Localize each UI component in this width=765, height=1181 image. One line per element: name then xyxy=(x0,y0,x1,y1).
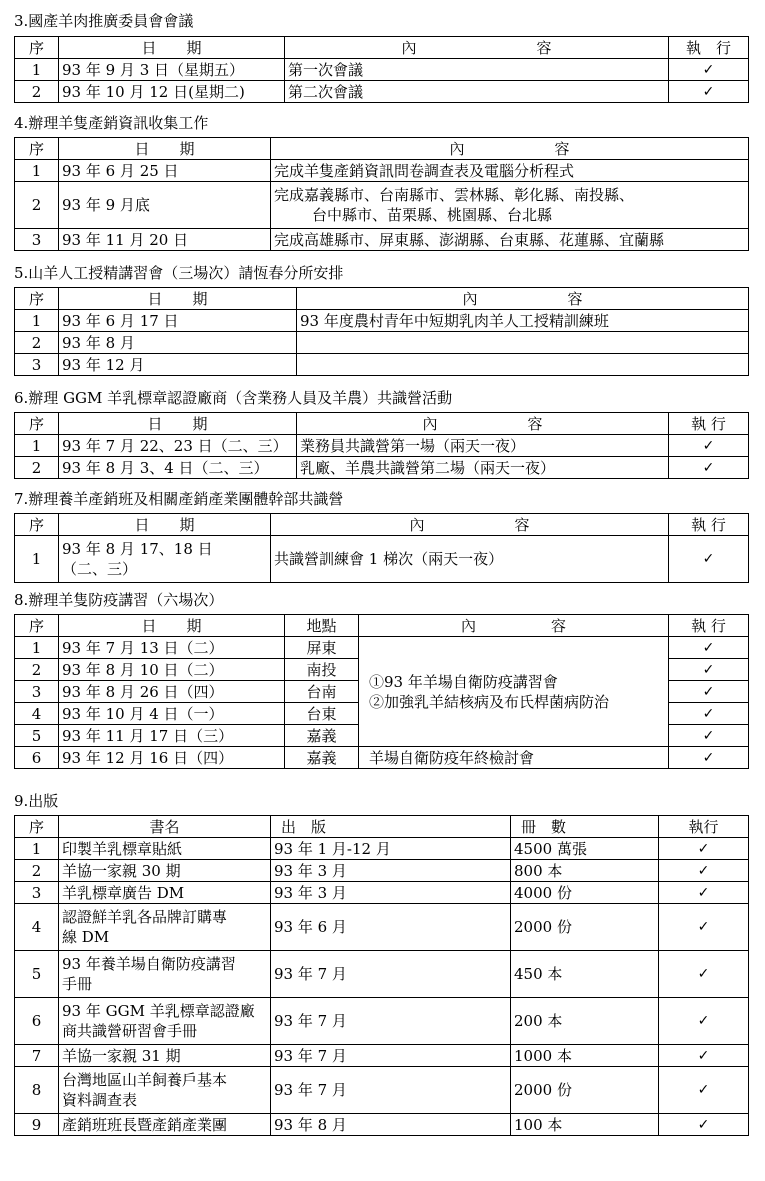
table-row xyxy=(15,435,749,457)
row-date: 93 年 8 月 26 日（四） xyxy=(59,681,285,703)
header-date: 日 期 xyxy=(59,413,297,435)
table-header-row xyxy=(15,288,749,310)
header-content: 內 容 xyxy=(297,413,669,435)
row-no: 1 xyxy=(15,160,59,182)
row-pub: 93 年 7 月 xyxy=(271,1067,511,1114)
row-qty: 4500 萬張 xyxy=(511,838,659,860)
row-content: 乳廠、羊農共識營第二場（兩天一夜） xyxy=(297,457,669,479)
check-icon: ✓ xyxy=(669,435,749,457)
check-icon: ✓ xyxy=(669,59,749,81)
header-content: 內 容 xyxy=(297,288,749,310)
row-content: 第二次會議 xyxy=(285,81,669,103)
table-row xyxy=(15,182,749,229)
row-no: 4 xyxy=(15,904,59,951)
row-no: 1 xyxy=(15,536,59,583)
row-name: 產銷班班長暨產銷產業團 xyxy=(59,1114,271,1136)
header-content: 內 容 xyxy=(359,615,669,637)
row-name: 羊協一家親 30 期 xyxy=(59,860,271,882)
header-done: 執 行 xyxy=(669,37,749,59)
row-place: 屏東 xyxy=(285,637,359,659)
row-content: 第一次會議 xyxy=(285,59,669,81)
row-name xyxy=(59,1067,271,1114)
merged-content-line-2: ②加強乳羊結核病及布氏桿菌病防治 xyxy=(369,692,610,711)
section-5-title: 5.山羊人工授精講習會（三場次）請恆春分所安排 xyxy=(14,264,344,282)
row-no: 1 xyxy=(15,310,59,332)
row-name: 羊協一家親 31 期 xyxy=(59,1045,271,1067)
row-date: 93 年 10 月 12 日(星期二) xyxy=(59,81,285,103)
merged-content-line-1: ①93 年羊場自衛防疫講習會 xyxy=(369,672,558,691)
row-content: 業務員共識營第一場（兩天一夜） xyxy=(297,435,669,457)
row-qty: 100 本 xyxy=(511,1114,659,1136)
row-name-line-1: 93 年 GGM 羊乳標章認證廠 xyxy=(62,1002,255,1020)
row-place: 南投 xyxy=(285,659,359,681)
check-icon: ✓ xyxy=(669,703,749,725)
row-qty: 2000 份 xyxy=(511,904,659,951)
check-icon: ✓ xyxy=(669,681,749,703)
row-no: 2 xyxy=(15,659,59,681)
table-row xyxy=(15,1045,749,1067)
row-no: 3 xyxy=(15,882,59,904)
row-date: 93 年 6 月 17 日 xyxy=(59,310,297,332)
table-row xyxy=(15,747,749,769)
row-date-line-1: 93 年 8 月 17、18 日 xyxy=(62,540,213,558)
row-no: 2 xyxy=(15,457,59,479)
row-qty: 2000 份 xyxy=(511,1067,659,1114)
header-no: 序 xyxy=(15,37,59,59)
row-name-line-2: 商共識營研習會手冊 xyxy=(62,1022,198,1040)
row-pub: 93 年 7 月 xyxy=(271,1045,511,1067)
row-no: 2 xyxy=(15,860,59,882)
row-no: 1 xyxy=(15,435,59,457)
header-date: 日 期 xyxy=(59,288,297,310)
check-icon: ✓ xyxy=(669,725,749,747)
check-icon: ✓ xyxy=(669,457,749,479)
header-done: 執 行 xyxy=(669,514,749,536)
section-8-table xyxy=(14,614,749,769)
header-done: 執 行 xyxy=(669,413,749,435)
check-icon: ✓ xyxy=(659,951,749,998)
row-pub: 93 年 7 月 xyxy=(271,998,511,1045)
header-content: 內 容 xyxy=(271,514,669,536)
header-content: 內 容 xyxy=(285,37,669,59)
header-date: 日 期 xyxy=(59,37,285,59)
check-icon: ✓ xyxy=(659,882,749,904)
row-content: 完成羊隻產銷資訊問卷調查表及電腦分析程式 xyxy=(271,160,749,182)
row-place: 嘉義 xyxy=(285,725,359,747)
check-icon: ✓ xyxy=(669,659,749,681)
row-content: 完成高雄縣市、屏東縣、澎湖縣、台東縣、花蓮縣、宜蘭縣 xyxy=(271,229,749,251)
header-no: 序 xyxy=(15,138,59,160)
row-date: 93 年 11 月 17 日（三） xyxy=(59,725,285,747)
header-qty: 冊 數 xyxy=(511,816,659,838)
row-no: 9 xyxy=(15,1114,59,1136)
check-icon: ✓ xyxy=(659,838,749,860)
table-row xyxy=(15,860,749,882)
row-name: 印製羊乳標章貼紙 xyxy=(59,838,271,860)
header-no: 序 xyxy=(15,413,59,435)
row-pub: 93 年 3 月 xyxy=(271,882,511,904)
row-no: 3 xyxy=(15,354,59,376)
row-date-line-2: （二、三） xyxy=(62,560,138,578)
table-row xyxy=(15,904,749,951)
row-date: 93 年 9 月 3 日（星期五） xyxy=(59,59,285,81)
row-no: 5 xyxy=(15,951,59,998)
check-icon: ✓ xyxy=(659,904,749,951)
row-qty: 800 本 xyxy=(511,860,659,882)
table-row xyxy=(15,882,749,904)
table-row xyxy=(15,59,749,81)
row-content-line-1: 完成嘉義縣市、台南縣市、雲林縣、彰化縣、南投縣、 xyxy=(274,186,635,204)
header-date: 日 期 xyxy=(59,615,285,637)
row-content-merged xyxy=(359,637,669,747)
check-icon: ✓ xyxy=(669,536,749,583)
table-row xyxy=(15,1114,749,1136)
check-icon: ✓ xyxy=(659,1067,749,1114)
row-date: 93 年 9 月底 xyxy=(59,182,271,229)
row-no: 2 xyxy=(15,332,59,354)
row-place: 嘉義 xyxy=(285,747,359,769)
row-no: 1 xyxy=(15,838,59,860)
row-date xyxy=(59,536,271,583)
row-name-line-2: 線 DM xyxy=(62,928,110,946)
section-4-title: 4.辦理羊隻產銷資訊收集工作 xyxy=(14,114,209,132)
row-content: 羊場自衛防疫年終檢討會 xyxy=(359,747,669,769)
table-header-row xyxy=(15,413,749,435)
row-no: 1 xyxy=(15,637,59,659)
row-content xyxy=(297,354,749,376)
row-no: 7 xyxy=(15,1045,59,1067)
row-no: 4 xyxy=(15,703,59,725)
row-date: 93 年 12 月 xyxy=(59,354,297,376)
row-qty: 200 本 xyxy=(511,998,659,1045)
row-date: 93 年 10 月 4 日（一） xyxy=(59,703,285,725)
row-qty: 1000 本 xyxy=(511,1045,659,1067)
section-3-table xyxy=(14,36,749,103)
table-header-row xyxy=(15,138,749,160)
row-date: 93 年 8 月 xyxy=(59,332,297,354)
section-9-title: 9.出版 xyxy=(14,792,59,810)
row-name xyxy=(59,904,271,951)
section-7-title: 7.辦理養羊產銷班及相關產銷產業團體幹部共識營 xyxy=(14,490,344,508)
header-no: 序 xyxy=(15,615,59,637)
row-pub: 93 年 7 月 xyxy=(271,951,511,998)
row-pub: 93 年 1 月-12 月 xyxy=(271,838,511,860)
table-row xyxy=(15,81,749,103)
row-no: 2 xyxy=(15,182,59,229)
header-date: 日 期 xyxy=(59,138,271,160)
row-name-line-1: 台灣地區山羊飼養戶基本 xyxy=(62,1071,228,1089)
table-row xyxy=(15,457,749,479)
header-done: 執 行 xyxy=(669,615,749,637)
row-content xyxy=(271,182,749,229)
row-date: 93 年 6 月 25 日 xyxy=(59,160,271,182)
row-no: 2 xyxy=(15,81,59,103)
row-no: 6 xyxy=(15,747,59,769)
row-qty: 4000 份 xyxy=(511,882,659,904)
table-row xyxy=(15,951,749,998)
table-header-row xyxy=(15,615,749,637)
check-icon: ✓ xyxy=(669,637,749,659)
row-name-line-1: 93 年養羊場自衛防疫講習 xyxy=(62,955,236,973)
check-icon: ✓ xyxy=(659,1114,749,1136)
row-date: 93 年 7 月 22、23 日（二、三） xyxy=(59,435,297,457)
section-9-table xyxy=(14,815,749,1136)
header-pub: 出 版 xyxy=(271,816,511,838)
row-content xyxy=(297,332,749,354)
header-no: 序 xyxy=(15,514,59,536)
row-no: 5 xyxy=(15,725,59,747)
table-row xyxy=(15,637,749,659)
table-row xyxy=(15,332,749,354)
table-header-row xyxy=(15,816,749,838)
table-row xyxy=(15,536,749,583)
row-name-line-1: 認證鮮羊乳各品牌訂購專 xyxy=(62,908,228,926)
row-pub: 93 年 8 月 xyxy=(271,1114,511,1136)
row-place: 台南 xyxy=(285,681,359,703)
row-pub: 93 年 6 月 xyxy=(271,904,511,951)
table-header-row xyxy=(15,37,749,59)
row-date: 93 年 8 月 10 日（二） xyxy=(59,659,285,681)
row-content-line-2: 台中縣市、苗栗縣、桃園縣、台北縣 xyxy=(312,206,553,224)
section-5-table xyxy=(14,287,749,376)
row-name-line-2: 資料調查表 xyxy=(62,1091,138,1109)
header-place: 地點 xyxy=(285,615,359,637)
table-row xyxy=(15,354,749,376)
table-row xyxy=(15,160,749,182)
row-name: 羊乳標章廣告 DM xyxy=(59,882,271,904)
table-row xyxy=(15,838,749,860)
header-no: 序 xyxy=(15,288,59,310)
section-6-title: 6.辦理 GGM 羊乳標章認證廠商（含業務人員及羊農）共識營活動 xyxy=(14,389,453,407)
row-name xyxy=(59,951,271,998)
table-header-row xyxy=(15,514,749,536)
section-8-title: 8.辦理羊隻防疫講習（六場次） xyxy=(14,591,224,609)
section-4-table xyxy=(14,137,749,251)
row-no: 3 xyxy=(15,229,59,251)
header-name: 書名 xyxy=(59,816,271,838)
row-content: 93 年度農村青年中短期乳肉羊人工授精訓練班 xyxy=(297,310,749,332)
table-row xyxy=(15,1067,749,1114)
row-date: 93 年 12 月 16 日（四） xyxy=(59,747,285,769)
check-icon: ✓ xyxy=(669,747,749,769)
row-name xyxy=(59,998,271,1045)
section-3-title: 3.國產羊肉推廣委員會會議 xyxy=(14,12,194,30)
row-date: 93 年 8 月 3、4 日（二、三） xyxy=(59,457,297,479)
section-6-table xyxy=(14,412,749,479)
table-row xyxy=(15,229,749,251)
check-icon: ✓ xyxy=(659,860,749,882)
table-row xyxy=(15,310,749,332)
row-name-line-2: 手冊 xyxy=(62,975,93,993)
row-qty: 450 本 xyxy=(511,951,659,998)
row-no: 6 xyxy=(15,998,59,1045)
header-no: 序 xyxy=(15,816,59,838)
row-place: 台東 xyxy=(285,703,359,725)
row-no: 3 xyxy=(15,681,59,703)
row-no: 1 xyxy=(15,59,59,81)
row-pub: 93 年 3 月 xyxy=(271,860,511,882)
header-content: 內 容 xyxy=(271,138,749,160)
row-no: 8 xyxy=(15,1067,59,1114)
row-content: 共識營訓練會 1 梯次（兩天一夜） xyxy=(271,536,669,583)
check-icon: ✓ xyxy=(659,1045,749,1067)
section-7-table xyxy=(14,513,749,583)
table-row xyxy=(15,998,749,1045)
check-icon: ✓ xyxy=(669,81,749,103)
row-date: 93 年 7 月 13 日（二） xyxy=(59,637,285,659)
row-date: 93 年 11 月 20 日 xyxy=(59,229,271,251)
header-done: 執行 xyxy=(659,816,749,838)
header-date: 日 期 xyxy=(59,514,271,536)
check-icon: ✓ xyxy=(659,998,749,1045)
